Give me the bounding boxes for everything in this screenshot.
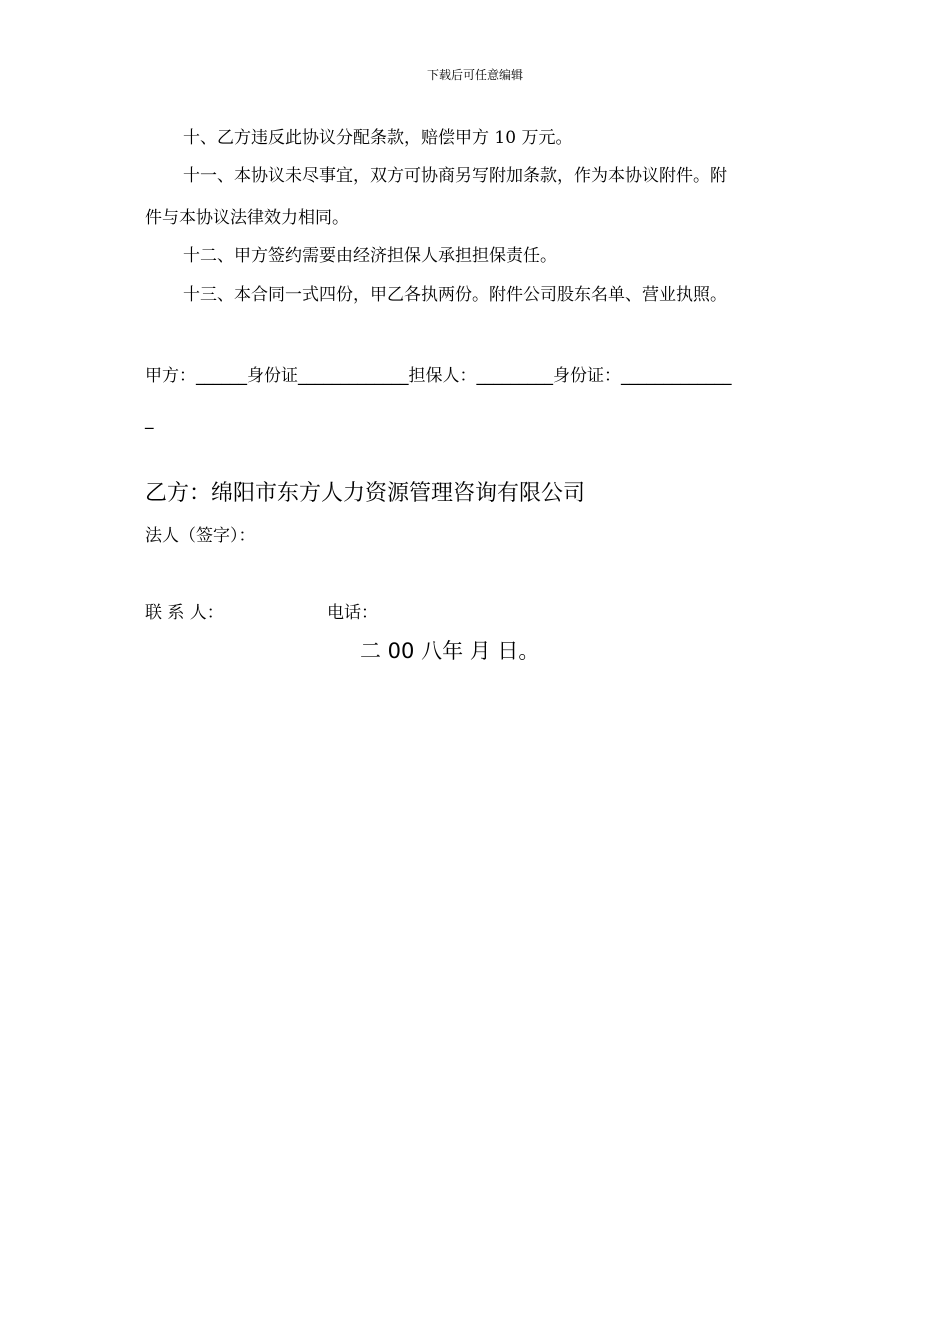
- clause-13: 十三、本合同一式四份，甲乙各执两份。附件公司股东名单、营业执照。: [183, 285, 727, 305]
- party-a-signature-overflow: _: [145, 410, 154, 430]
- clause-12: 十二、甲方签约需要由经济担保人承担担保责任。: [183, 246, 557, 266]
- clause-11-line-1: 十一、本协议未尽事宜，双方可协商另写附加条款，作为本协议附件。附: [183, 166, 727, 186]
- page-header: 下载后可任意编辑: [426, 68, 523, 82]
- phone-label: 电话：: [327, 603, 378, 623]
- party-b-name: 乙方：绵阳市东方人力资源管理咨询有限公司: [145, 481, 586, 506]
- party-a-signature-line: 甲方：______身份证_____________担保人：_________身份证：_____________: [145, 366, 732, 386]
- signing-date: 二 00 八年 月 日。: [360, 639, 540, 663]
- legal-representative-label: 法人（签字）：: [145, 526, 256, 546]
- contact-person-label: 联 系 人：: [145, 603, 224, 623]
- clause-11-line-2: 件与本协议法律效力相同。: [145, 208, 349, 228]
- clause-10: 十、乙方违反此协议分配条款，赔偿甲方 10 万元。: [183, 128, 573, 148]
